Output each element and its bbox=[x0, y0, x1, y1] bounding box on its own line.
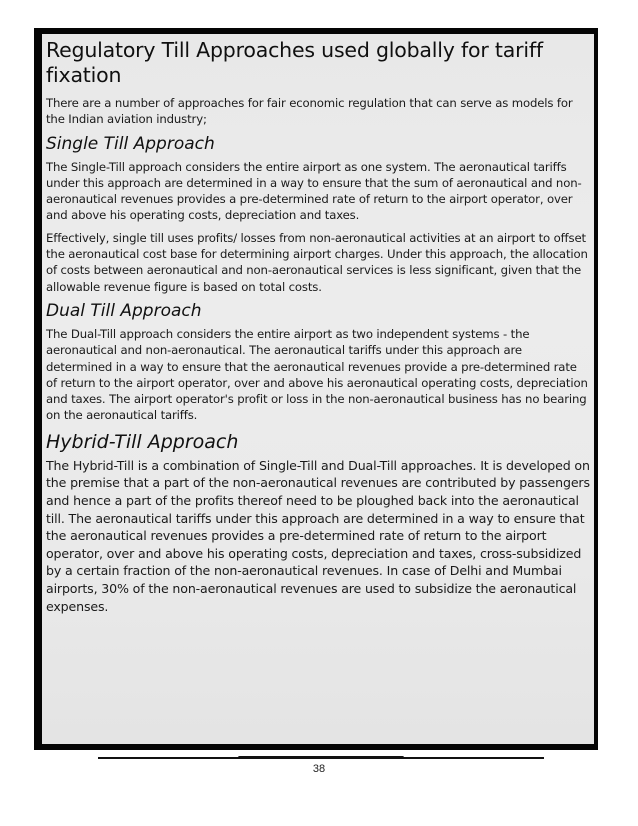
page-title: Regulatory Till Approaches used globally for tariff fixation bbox=[46, 38, 543, 87]
section-single-till bbox=[46, 133, 591, 295]
scanned-page bbox=[42, 34, 594, 744]
section-dual-till bbox=[46, 300, 591, 424]
section-heading-single-till: Single Till Approach bbox=[46, 133, 215, 154]
page-content bbox=[46, 38, 591, 615]
dual-till-paragraph: The Dual-Till approach considers the entire airport as two independent systems - the aeronautical and non-aeronautical. The aeronautical tariffs under this approach are determined in a way to ensure that the aeronautical revenues provide a pre-determined rate of return to the airport operator, over and above his aeronautical operating costs, depreciation and taxes. The airport operator's profit or loss in the non-aeronautical business has no bearing on the aeronautical tariffs. bbox=[46, 326, 588, 423]
section-hybrid-till bbox=[46, 431, 591, 615]
single-till-paragraph-2: Effectively, single till uses profits/ losses from non-aeronautical activities at an airport to offset the aeronautical cost base for determining airport charges. Under this approach, the allocation of costs between aeronautical and non-aeronautical services is less significant, given that the allowable revenue figure is based on total costs. bbox=[46, 230, 588, 294]
section-heading-hybrid-till: Hybrid-Till Approach bbox=[46, 430, 239, 453]
footer-rule bbox=[98, 757, 544, 759]
page-number: 38 bbox=[312, 763, 326, 775]
section-heading-dual-till: Dual Till Approach bbox=[46, 300, 202, 321]
hybrid-till-paragraph: The Hybrid-Till is a combination of Single-Till and Dual-Till approaches. It is developed on the premise that a part of the non-aeronautical revenues are contributed by passengers and hence a part of the profits thereof need to be ploughed back into the aeronautical till. The aeronautical tariffs under this approach are determined in a way to ensure that the aeronautical revenues provides a pre-determined rate of return to the airport operator, over and above his operating costs, depreciation and taxes, cross-subsidized by a certain fraction of the non-aeronautical revenues. In case of Delhi and Mumbai airports, 30% of the non-aeronautical revenues are used to subsidize the aeronautical expenses. bbox=[46, 457, 590, 614]
single-till-paragraph-1: The Single-Till approach considers the entire airport as one system. The aeronautical tariffs under this approach are determined in a way to ensure that the sum of aeronautical and non-aeronautical revenues provides a pre-determined rate of return to the airport operator, over and above his operating costs, depreciation and taxes. bbox=[46, 159, 582, 223]
intro-paragraph: There are a number of approaches for fair economic regulation that can serve as models for the Indian aviation industry; bbox=[46, 96, 573, 127]
